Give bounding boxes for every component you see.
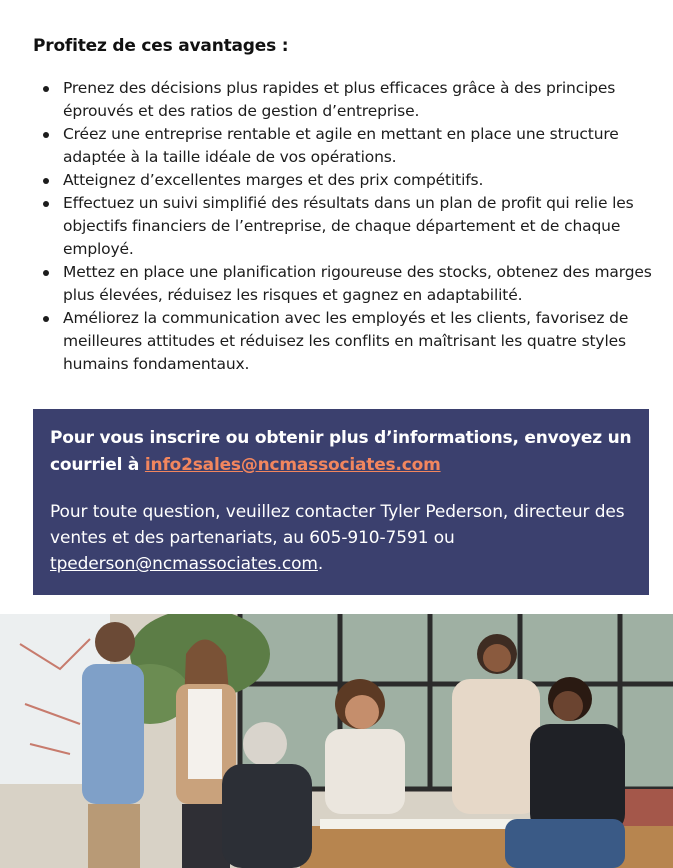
benefit-text: Créez une entreprise rentable et agile en mettant en place une structure adaptée à la taille idéale de vos opérations. (63, 125, 619, 166)
contact-note-text: Pour toute question, veuillez contacter Tyler Pederson, directeur des ventes et des partenariats, au 605-910-7591 ou (50, 502, 625, 548)
benefit-text: Améliorez la communication avec les employés et les clients, favorisez de meilleures attitudes et réduisez les conflits en maîtrisant les quatre styles humains fondamentaux. (63, 309, 629, 373)
bullet-icon (43, 201, 49, 207)
benefits-section (33, 36, 658, 376)
bullet-icon (43, 132, 49, 138)
benefit-item (33, 169, 658, 192)
benefit-item (33, 261, 658, 307)
benefit-text: Effectuez un suivi simplifié des résultats dans un plan de profit qui relie les objectifs financiers de l’entreprise, de chaque département et de chaque employé. (63, 194, 634, 258)
bullet-icon (43, 316, 49, 322)
bullet-icon (43, 270, 49, 276)
benefit-item (33, 77, 658, 123)
benefits-list (33, 77, 658, 376)
bullet-icon (43, 86, 49, 92)
contact-note (50, 499, 632, 577)
benefit-text: Prenez des décisions plus rapides et plus efficaces grâce à des principes éprouvés et des ratios de gestion d’entreprise. (63, 79, 616, 120)
contact-note-end: . (317, 554, 324, 574)
benefit-item (33, 307, 658, 376)
sales-email-link[interactable]: info2sales@ncmassociates.com (144, 455, 441, 475)
benefit-text: Atteignez d’excellentes marges et des prix compétitifs. (63, 171, 484, 189)
benefit-item (33, 123, 658, 169)
team-meeting-photo (0, 614, 673, 868)
registration-lead: Pour vous inscrire ou obtenir plus d’informations, envoyez un courriel à (50, 428, 632, 475)
benefits-title: Profitez de ces avantages : (33, 36, 289, 56)
team-meeting-illustration (0, 614, 673, 868)
pederson-email-link[interactable]: tpederson@ncmassociates.com (50, 554, 318, 574)
contact-panel (33, 409, 649, 595)
benefit-item (33, 192, 658, 261)
registration-text (50, 425, 632, 479)
bullet-icon (43, 178, 49, 184)
benefit-text: Mettez en place une planification rigoureuse des stocks, obtenez des marges plus élevées, réduisez les risques et gagnez en adaptabilité. (63, 263, 652, 304)
